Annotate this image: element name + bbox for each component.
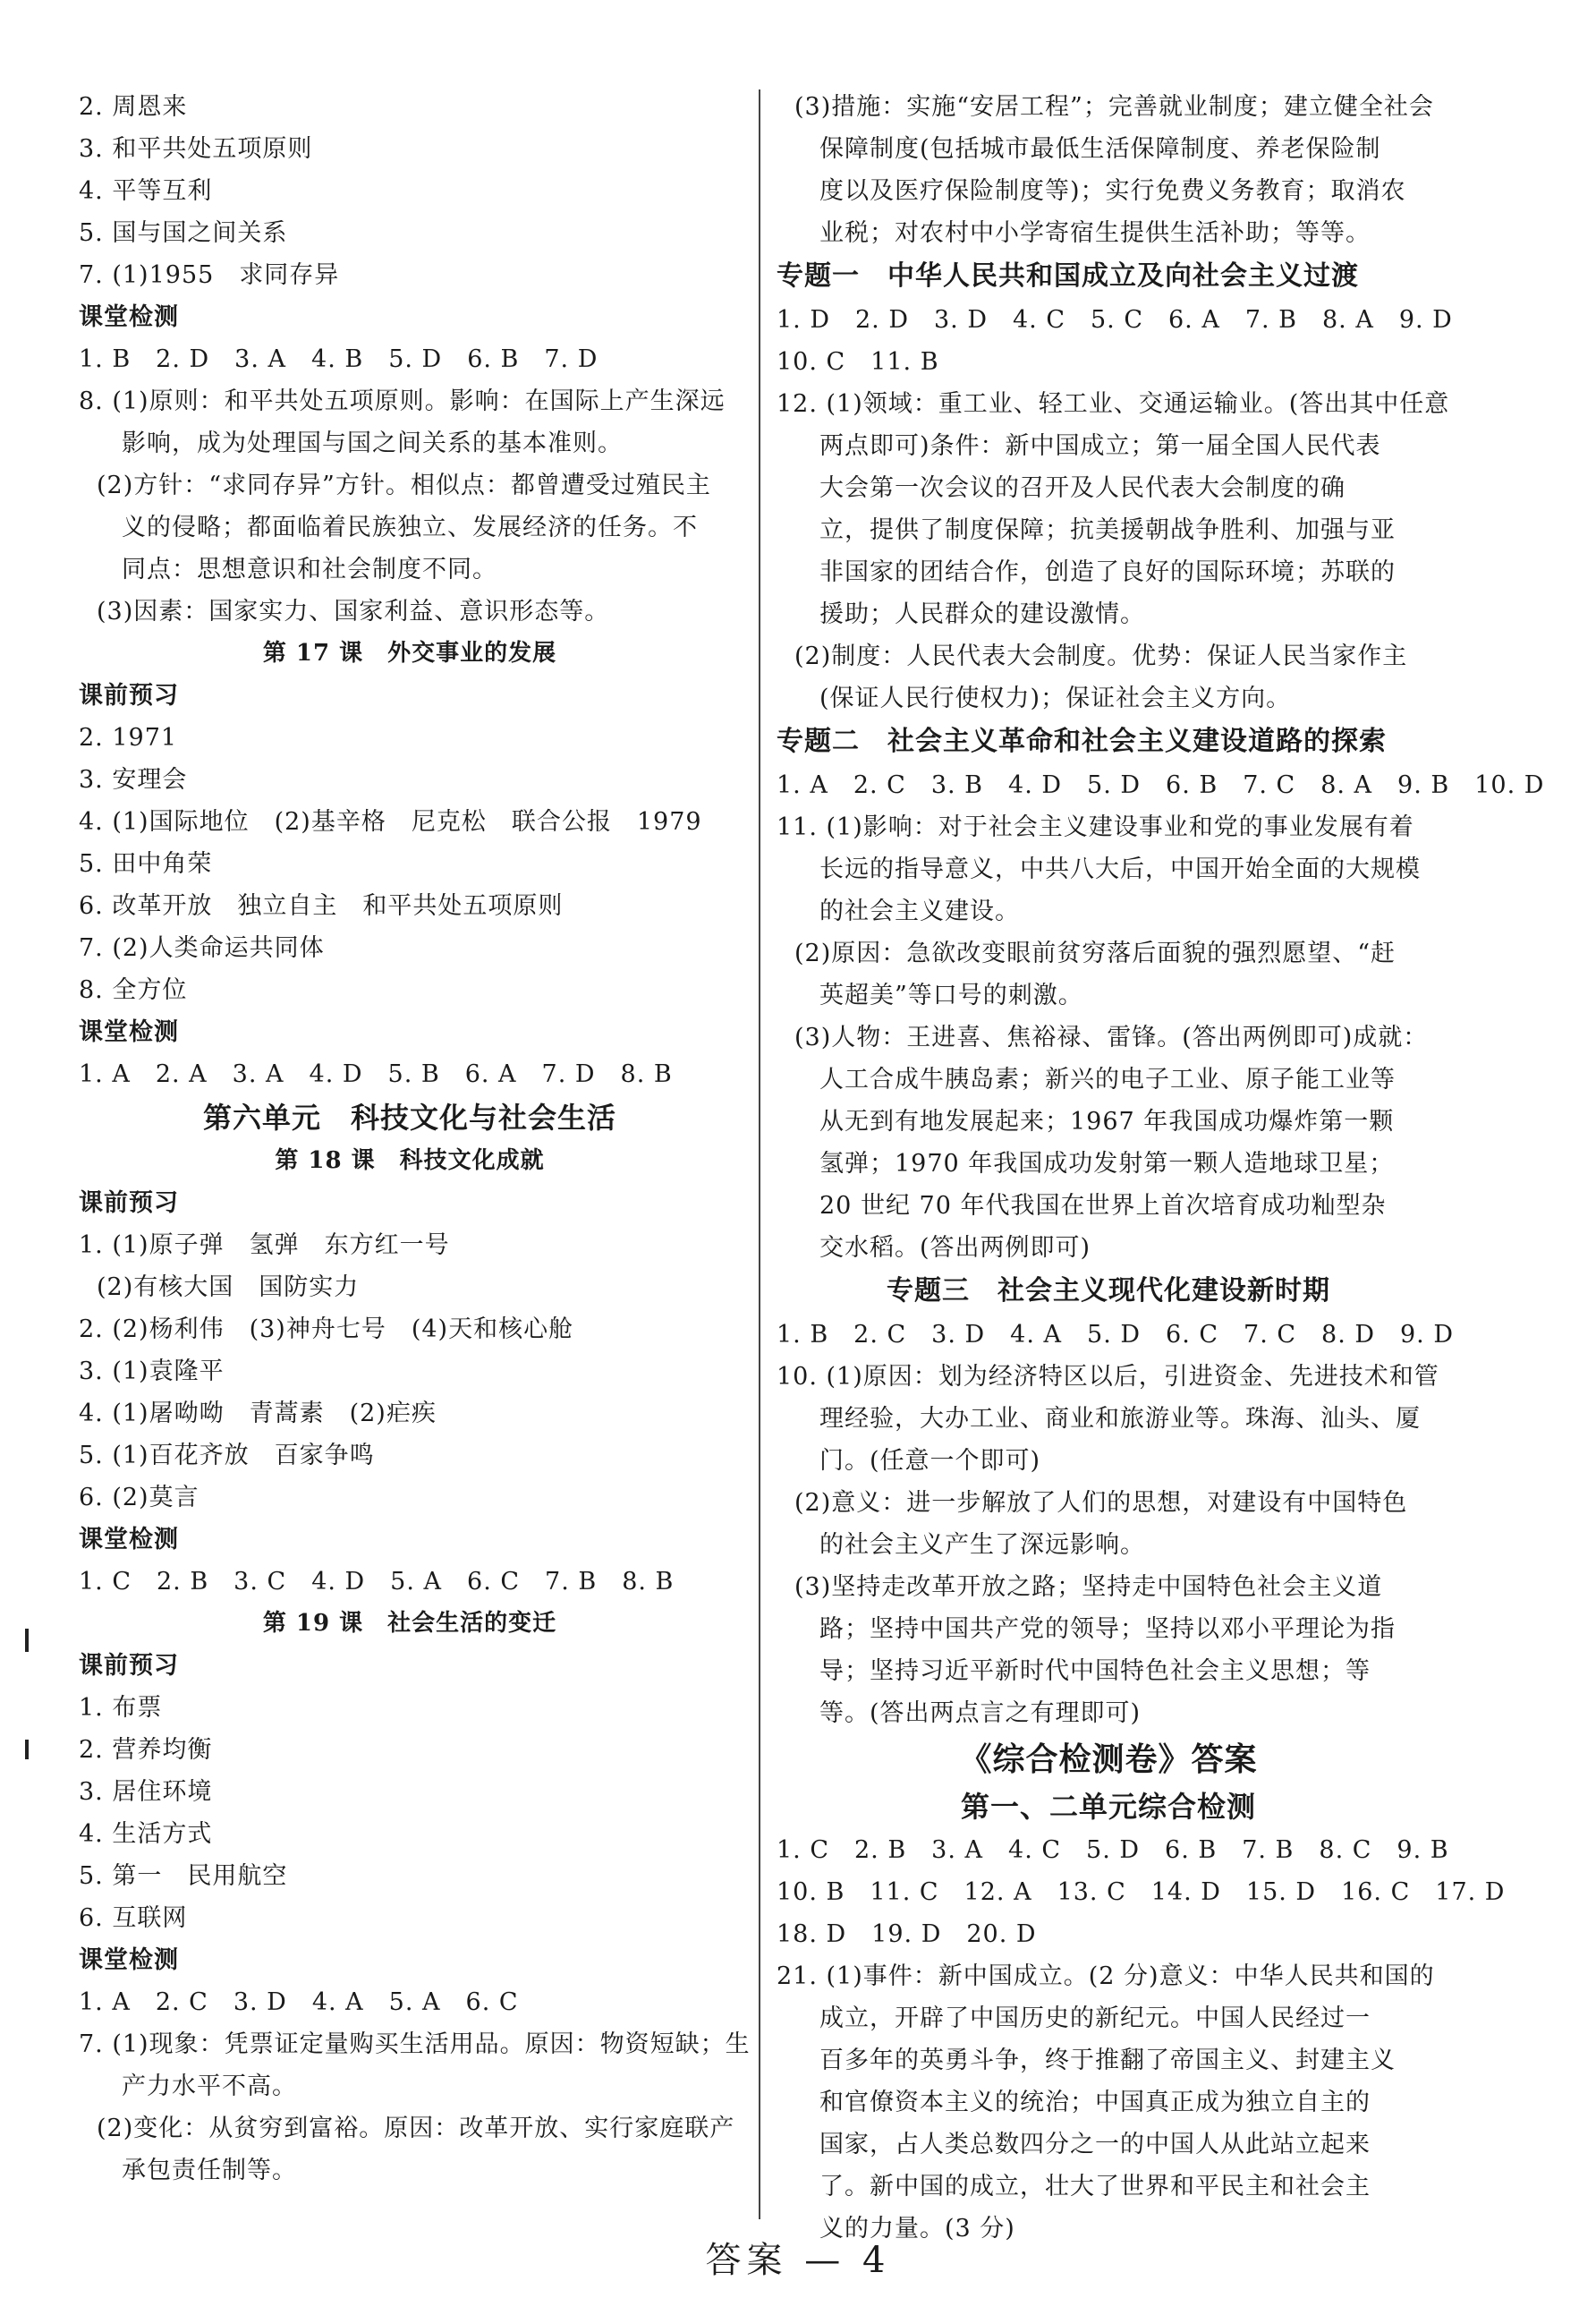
answer-subitem: (2)方针：“求同存异”方针。相似点：都曾遭受过殖民主 <box>97 472 711 499</box>
answer-continuation: 理经验，大办工业、商业和旅游业等。珠海、汕头、厦 <box>819 1405 1421 1433</box>
answer-continuation: 门。(任意一个即可) <box>819 1447 1041 1475</box>
answer-subitem: (3)措施：实施“安居工程”；完善就业制度；建立健全社会 <box>794 93 1434 121</box>
answer-continuation: 氢弹；1970 年我国成功发射第一颗人造地球卫星； <box>819 1150 1395 1178</box>
answer-continuation: 的社会主义建设。 <box>819 898 1020 925</box>
answer-line: 5. 第一 民用航空 <box>79 1862 288 1890</box>
page-number: 4 <box>862 2240 891 2281</box>
answer-continuation: 从无到有地发展起来；1967 年我国成功爆炸第一颗 <box>819 1108 1395 1136</box>
answer-line: 1. C 2. B 3. C 4. D 5. A 6. C 7. B 8. B <box>79 1568 675 1596</box>
lesson-title: 第 17 课 外交事业的发展 <box>262 640 557 667</box>
page-footer <box>0 2232 1596 2283</box>
answer-continuation: 百多年的英勇斗争，终于推翻了帝国主义、封建主义 <box>819 2047 1396 2074</box>
answer-line: 3. 安理会 <box>79 766 188 794</box>
answer-continuation: 影响，成为处理国与国之间关系的基本准则。 <box>122 430 623 457</box>
answer-continuation: 两点即可)条件：新中国成立；第一届全国人民代表 <box>819 432 1381 460</box>
answer-line: 4. (1)国际地位 (2)基辛格 尼克松 联合公报 1979 <box>79 808 702 836</box>
answer-line: 3. (1)袁隆平 <box>79 1358 225 1385</box>
answer-continuation: 保障制度(包括城市最低生活保障制度、养老保险制 <box>819 135 1381 163</box>
answer-line: 7. (1)1955 求同存异 <box>79 261 340 289</box>
column-divider <box>759 89 760 2219</box>
answer-continuation: (保证人民行使权力)；保证社会主义方向。 <box>819 685 1292 712</box>
footer-separator: — <box>804 2240 846 2281</box>
answer-subitem: (2)有核大国 国防实力 <box>97 1273 360 1301</box>
answer-line: 12. (1)领域：重工业、轻工业、交通运输业。(答出其中任意 <box>777 390 1450 418</box>
topic-title: 专题一 中华人民共和国成立及向社会主义过渡 <box>777 260 1359 292</box>
answer-line: 21. (1)事件：新中国成立。(2 分)意义：中华人民共和国的 <box>777 1962 1435 1990</box>
section-heading: 课堂检测 <box>79 1018 179 1046</box>
answer-line: 2. (2)杨利伟 (3)神舟七号 (4)天和核心舱 <box>79 1315 574 1343</box>
answer-continuation: 的社会主义产生了深远影响。 <box>819 1531 1145 1559</box>
answer-continuation: 英超美”等口号的刺激。 <box>819 982 1083 1009</box>
answer-continuation: 产力水平不高。 <box>122 2072 297 2100</box>
answer-line: 10. (1)原因：划为经济特区以后，引进资金、先进技术和管 <box>777 1363 1439 1391</box>
section-heading: 课堂检测 <box>79 1946 179 1974</box>
answer-continuation: 业税；对农村中小学寄宿生提供生活补助；等等。 <box>819 219 1371 247</box>
section-heading: 课前预习 <box>79 1652 179 1680</box>
answer-line: 1. A 2. C 3. D 4. A 5. A 6. C <box>79 1988 519 2016</box>
section-heading: 课前预习 <box>79 1189 179 1217</box>
answer-line: 1. B 2. D 3. A 4. B 5. D 6. B 7. D <box>79 345 598 373</box>
answer-line: 4. (1)屠呦呦 青蒿素 (2)疟疾 <box>79 1400 437 1427</box>
answer-continuation: 和官僚资本主义的统治；中国真正成为独立自主的 <box>819 2089 1371 2116</box>
answer-line: 4. 生活方式 <box>79 1820 213 1848</box>
answer-continuation: 国家，占人类总数四分之一的中国人从此站立起来 <box>819 2131 1371 2158</box>
answer-subitem: (2)意义：进一步解放了人们的思想，对建设有中国特色 <box>794 1489 1408 1517</box>
answer-line: 8. (1)原则：和平共处五项原则。影响：在国际上产生深远 <box>79 387 726 415</box>
answer-line: 10. B 11. C 12. A 13. C 14. D 15. D 16. C 17. D <box>777 1878 1506 1906</box>
answer-continuation: 立，提供了制度保障；抗美援朝战争胜利、加强与亚 <box>819 516 1396 544</box>
unit-title: 第六单元 科技文化与社会生活 <box>202 1101 616 1135</box>
answer-line: 2. 周恩来 <box>79 93 188 121</box>
answer-line: 3. 居住环境 <box>79 1778 213 1806</box>
answer-line: 1. 布票 <box>79 1694 163 1722</box>
answer-line: 6. (2)莫言 <box>79 1484 200 1511</box>
answer-continuation: 路；坚持中国共产党的领导；坚持以邓小平理论为指 <box>819 1615 1396 1643</box>
topic-title: 专题三 社会主义现代化建设新时期 <box>887 1275 1330 1306</box>
answers-title: 《综合检测卷》答案 <box>959 1741 1258 1778</box>
answer-subitem: (3)人物：王进喜、焦裕禄、雷锋。(答出两例即可)成就： <box>794 1024 1429 1051</box>
answer-line: 18. D 19. D 20. D <box>777 1920 1037 1948</box>
answer-line: 5. 田中角荣 <box>79 850 213 878</box>
answer-line: 1. B 2. C 3. D 4. A 5. D 6. C 7. C 8. D 9. D <box>777 1321 1454 1349</box>
answer-line: 1. A 2. A 3. A 4. D 5. B 6. A 7. D 8. B <box>79 1060 673 1088</box>
right-column <box>777 86 1545 2243</box>
section-heading: 课堂检测 <box>79 303 179 331</box>
answer-continuation: 义的侵略；都面临着民族独立、发展经济的任务。不 <box>122 514 698 541</box>
answer-continuation: 等。(答出两点言之有理即可) <box>819 1699 1142 1727</box>
answer-continuation: 大会第一次会议的召开及人民代表大会制度的确 <box>819 474 1346 502</box>
answer-continuation: 度以及医疗保险制度等)；实行免费义务教育；取消农 <box>819 177 1406 205</box>
answer-line: 1. A 2. C 3. B 4. D 5. D 6. B 7. C 8. A 9. B 10. D <box>777 771 1545 799</box>
answer-continuation: 导；坚持习近平新时代中国特色社会主义思想；等 <box>819 1657 1371 1685</box>
answer-continuation: 了。新中国的成立，壮大了世界和平民主和社会主 <box>819 2173 1371 2200</box>
answer-subitem: (2)制度：人民代表大会制度。优势：保证人民当家作主 <box>794 643 1408 670</box>
answer-line: 5. 国与国之间关系 <box>79 219 288 247</box>
topic-title: 专题二 社会主义革命和社会主义建设道路的探索 <box>777 726 1387 757</box>
answer-subitem: (3)因素：国家实力、国家利益、意识形态等。 <box>97 598 610 626</box>
lesson-title: 第 19 课 社会生活的变迁 <box>262 1610 557 1637</box>
answer-line: 3. 和平共处五项原则 <box>79 135 313 163</box>
answer-continuation: 交水稻。(答出两例即可) <box>819 1234 1091 1262</box>
answer-line: 7. (2)人类命运共同体 <box>79 934 325 962</box>
answer-line: 1. (1)原子弹 氢弹 东方红一号 <box>79 1231 450 1259</box>
answer-subitem: (3)坚持走改革开放之路；坚持走中国特色社会主义道 <box>794 1573 1383 1601</box>
answer-line: 10. C 11. B <box>777 348 939 376</box>
scan-mark-bottom <box>25 1740 29 1759</box>
answer-continuation: 成立，开辟了中国历史的新纪元。中国人民经过一 <box>819 2004 1371 2032</box>
answer-line: 7. (1)现象：凭票证定量购买生活用品。原因：物资短缺；生 <box>79 2030 751 2058</box>
answer-continuation: 长远的指导意义，中共八大后，中国开始全面的大规模 <box>819 855 1421 883</box>
scan-mark-top <box>25 1629 29 1652</box>
answer-subitem: (2)变化：从贫穷到富裕。原因：改革开放、实行家庭联产 <box>97 2115 735 2142</box>
answer-line: 4. 平等互利 <box>79 177 213 205</box>
answer-continuation: 援助；人民群众的建设激情。 <box>819 600 1145 628</box>
answer-line: 6. 互联网 <box>79 1904 188 1932</box>
answer-continuation: 人工合成牛胰岛素；新兴的电子工业、原子能工业等 <box>819 1066 1396 1094</box>
footer-label: 答案 <box>705 2240 788 2281</box>
answer-continuation: 义的力量。(3 分) <box>819 2215 1015 2243</box>
answer-subitem: (2)原因：急欲改变眼前贫穷落后面貌的强烈愿望、“赶 <box>794 940 1396 967</box>
answer-line: 1. C 2. B 3. A 4. C 5. D 6. B 7. B 8. C 9. B <box>777 1836 1449 1864</box>
answer-continuation: 非国家的团结合作，创造了良好的国际环境；苏联的 <box>819 558 1396 586</box>
answer-line: 5. (1)百花齐放 百家争鸣 <box>79 1442 375 1469</box>
answer-line: 6. 改革开放 独立自主 和平共处五项原则 <box>79 892 564 920</box>
lesson-title: 第 18 课 科技文化成就 <box>275 1147 545 1174</box>
answer-continuation: 承包责任制等。 <box>122 2157 297 2184</box>
section-heading: 课堂检测 <box>79 1526 179 1553</box>
answer-line: 2. 营养均衡 <box>79 1736 213 1764</box>
answer-line: 11. (1)影响：对于社会主义建设事业和党的事业发展有着 <box>777 813 1414 841</box>
answer-line: 8. 全方位 <box>79 976 188 1004</box>
answer-line: 1. D 2. D 3. D 4. C 5. C 6. A 7. B 8. A 9. D <box>777 306 1453 334</box>
answer-continuation: 20 世纪 70 年代我国在世界上首次培育成功籼型杂 <box>819 1192 1387 1220</box>
left-column <box>79 86 751 2216</box>
answer-continuation: 同点：思想意识和社会制度不同。 <box>122 556 497 583</box>
test-subtitle: 第一、二单元综合检测 <box>960 1790 1256 1824</box>
section-heading: 课前预习 <box>79 682 179 710</box>
answer-line: 2. 1971 <box>79 724 178 752</box>
